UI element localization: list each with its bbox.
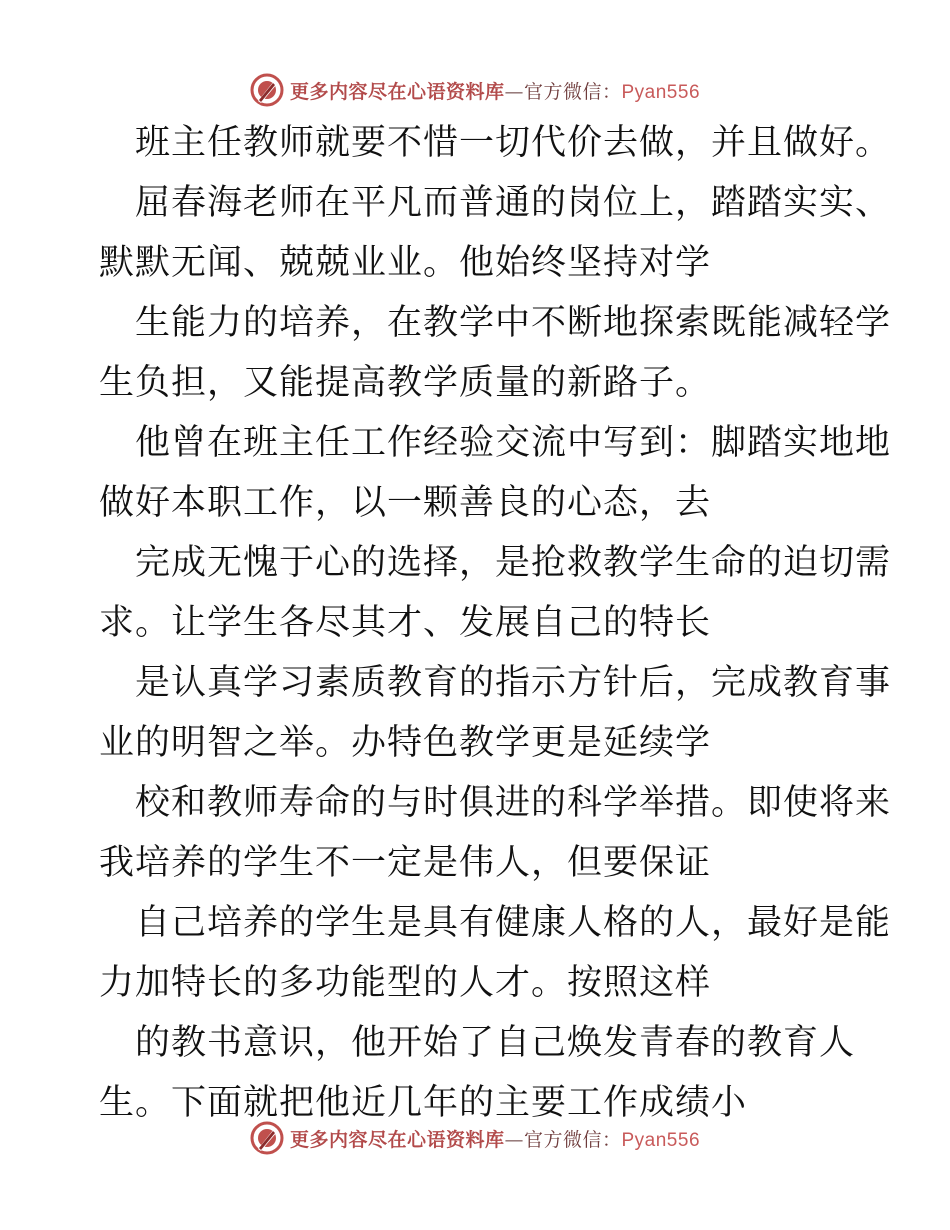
text-line: 力加特长的多功能型的人才。按照这样 [99,963,712,1003]
text-line: 的教书意识，他开始了自己焕发青春的教育人 [135,1023,856,1063]
text-line: 屈春海老师在平凡而普通的岗位上，踏踏实实、 [135,183,892,223]
banner-wechat-label: 官方微信： [523,1128,622,1151]
text-line: 班主任教师就要不惜一切代价去做，并且做好。 [135,123,892,163]
banner-wechat-label: 官方微信： [523,80,622,103]
text-line: 我培养的学生不一定是伟人，但要保证 [99,843,712,883]
banner-separator: — [504,80,524,103]
banner-title: 更多内容尽在心语资料库 [289,1128,505,1151]
text-line: 求。让学生各尽其才、发展自己的特长 [99,603,712,643]
banner-title: 更多内容尽在心语资料库 [289,80,505,103]
pen-logo-icon [250,73,284,107]
text-line: 他曾在班主任工作经验交流中写到：脚踏实地地 [135,423,892,463]
footer-banner [0,1118,950,1158]
text-line: 校和教师寿命的与时俱进的科学举措。即使将来 [135,783,892,823]
pen-logo-icon [250,1121,284,1155]
text-line: 生负担，又能提高教学质量的新路子。 [99,363,712,403]
header-banner [0,70,950,110]
text-line: 业的明智之举。办特色教学更是延续学 [99,723,712,763]
banner-wechat-id: Pyan556 [621,81,701,103]
banner-separator: — [504,1128,524,1151]
text-line: 是认真学习素质教育的指示方针后，完成教育事 [135,663,892,703]
banner-wechat-id: Pyan556 [621,1129,701,1151]
text-line: 做好本职工作，以一颗善良的心态，去 [99,483,712,523]
text-line: 生能力的培养，在教学中不断地探索既能减轻学 [135,303,892,343]
text-line: 生。下面就把他近几年的主要工作成绩小 [99,1083,748,1123]
text-line: 完成无愧于心的选择，是抢救教学生命的迫切需 [135,543,892,583]
text-line: 自己培养的学生是具有健康人格的人，最好是能 [135,903,892,943]
text-line: 默默无闻、兢兢业业。他始终坚持对学 [99,243,712,283]
